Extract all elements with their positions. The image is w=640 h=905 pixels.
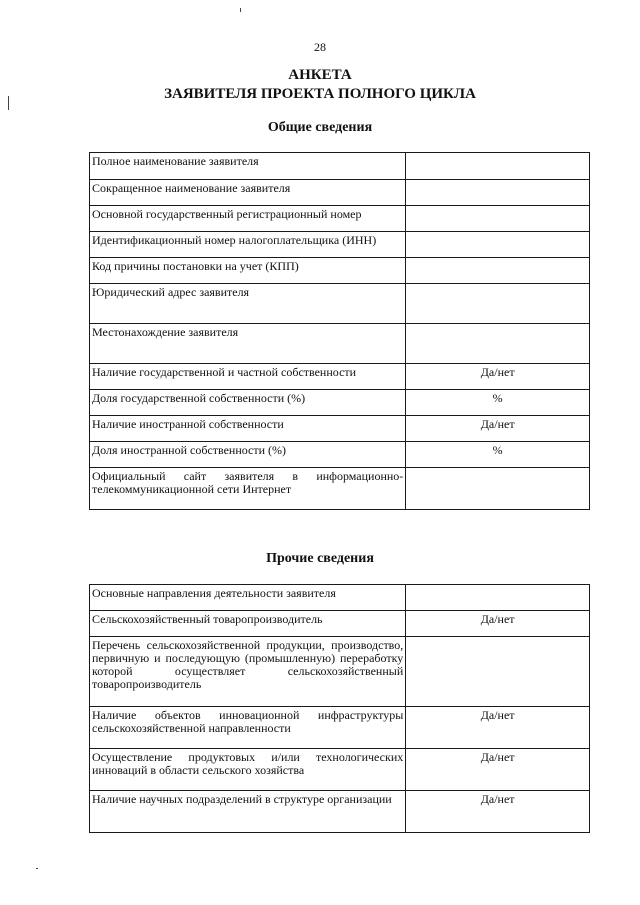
row-label: Осуществление продуктовых и/или технологических инноваций в области сельского хозяйства [90,749,406,791]
row-label: Наличие иностранной собственности [90,416,406,442]
row-label: Официальный сайт заявителя в информационно-телекоммуникационной сети Интернет [90,468,406,510]
other-info-table [89,584,590,833]
row-value[interactable] [406,206,590,232]
table-row [90,153,590,180]
row-label: Сокращенное наименование заявителя [90,180,406,206]
table-row [90,637,590,707]
row-value[interactable]: Да/нет [406,416,590,442]
scan-mark [240,8,241,12]
row-value[interactable] [406,284,590,324]
row-value[interactable]: Да/нет [406,791,590,833]
table-row [90,206,590,232]
row-label: Сельскохозяйственный товаропроизводитель [90,611,406,637]
table-row [90,707,590,749]
table-row [90,585,590,611]
title-line-1: АНКЕТА [288,67,352,83]
row-value[interactable] [406,153,590,180]
row-label: Наличие государственной и частной собственности [90,364,406,390]
row-label: Наличие объектов инновационной инфраструктуры сельскохозяйственной направленности [90,707,406,749]
row-value[interactable] [406,180,590,206]
row-value[interactable] [406,585,590,611]
row-label: Перечень сельскохозяйственной продукции, производство, первичную и последующую (промышленную) переработку которой осуществляет сельскохозяйственный товаропроизводитель [90,637,406,707]
row-label: Полное наименование заявителя [90,153,406,180]
row-label: Юридический адрес заявителя [90,284,406,324]
row-value[interactable] [406,324,590,364]
table-row [90,791,590,833]
table-row [90,284,590,324]
other-section-heading: Прочие сведения [266,551,374,566]
row-value[interactable]: Да/нет [406,749,590,791]
row-value[interactable]: Да/нет [406,611,590,637]
general-info-table [89,152,590,510]
row-value[interactable]: % [406,390,590,416]
table-row [90,442,590,468]
row-value[interactable]: Да/нет [406,364,590,390]
table-row [90,749,590,791]
page-number: 28 [314,40,326,54]
table-row [90,416,590,442]
scan-mark [36,868,38,869]
row-value[interactable]: % [406,442,590,468]
table-row [90,364,590,390]
table-row [90,390,590,416]
table-row [90,611,590,637]
row-label: Наличие научных подразделений в структуре организации [90,791,406,833]
row-value[interactable] [406,637,590,707]
row-label: Основные направления деятельности заявителя [90,585,406,611]
row-label: Местонахождение заявителя [90,324,406,364]
title-line-2: ЗАЯВИТЕЛЯ ПРОЕКТА ПОЛНОГО ЦИКЛА [164,86,476,102]
row-label: Основной государственный регистрационный номер [90,206,406,232]
row-value[interactable] [406,232,590,258]
table-row [90,324,590,364]
row-value[interactable]: Да/нет [406,707,590,749]
row-label: Доля иностранной собственности (%) [90,442,406,468]
table-row [90,180,590,206]
table-row [90,258,590,284]
table-row [90,468,590,510]
row-value[interactable] [406,468,590,510]
table-row [90,232,590,258]
row-label: Код причины постановки на учет (КПП) [90,258,406,284]
row-label: Идентификационный номер налогоплательщика (ИНН) [90,232,406,258]
row-value[interactable] [406,258,590,284]
row-label: Доля государственной собственности (%) [90,390,406,416]
general-section-heading: Общие сведения [267,120,373,135]
document-title [0,66,640,104]
